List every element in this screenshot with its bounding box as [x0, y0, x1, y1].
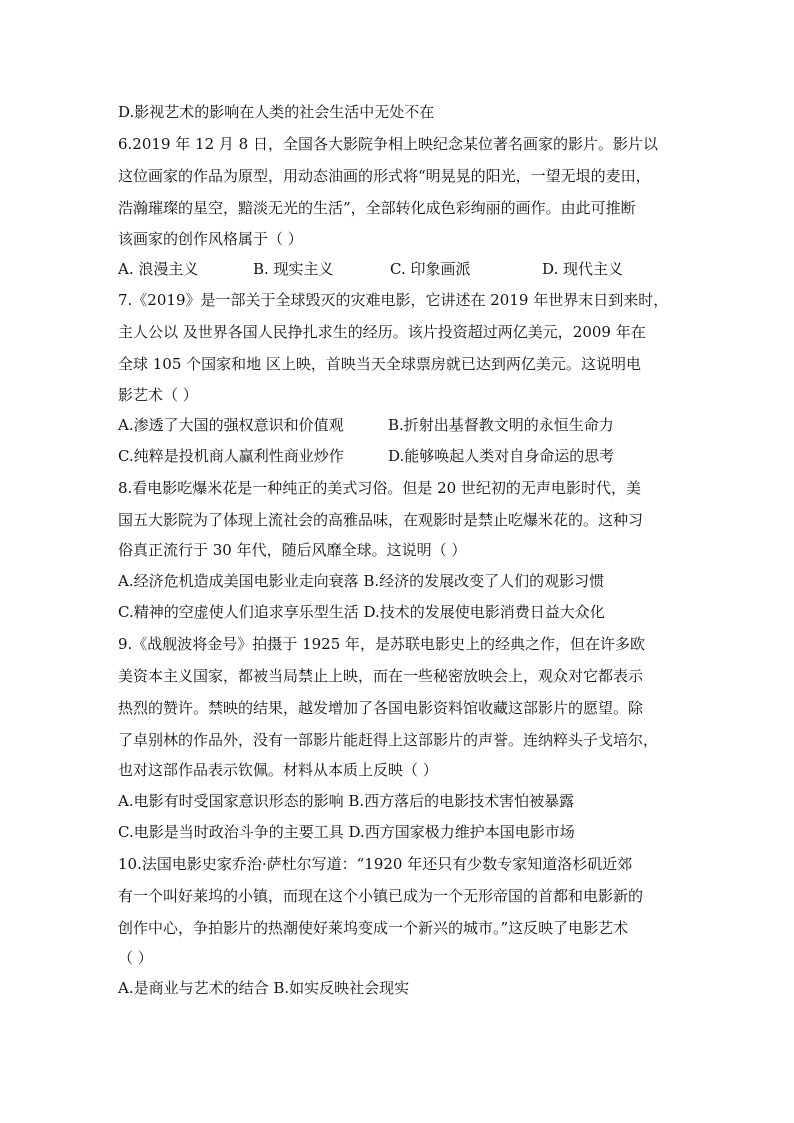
q6-text-line-1: 6.2019 年 12 月 8 日，全国各大影院争相上映纪念某位著名画家的影片。影片以: [118, 135, 658, 153]
q10-text-line-2: 有一个叫好莱坞的小镇，而现在这个小镇已成为一个无形帝国的首都和电影新的: [118, 887, 644, 905]
q6-option-a: A. 浪漫主义: [118, 260, 199, 278]
q8-options-row-1: A.经济危机造成美国电影业走向衰落 B.经济的发展改变了人们的观影习惯: [118, 572, 605, 590]
q7-text-line-2: 主人公以 及世界各国人民挣扎求生的经历。该片投资超过两亿美元，2009 年在: [118, 323, 646, 341]
q9-options-row-2: C.电影是当时政治斗争的主要工具 D.西方国家极力维护本国电影市场: [118, 823, 575, 841]
q9-text-line-2: 美资本主义国家，都被当局禁止上映，而在一些秘密放映会上，观众对它都表示: [118, 667, 644, 685]
q7-text-line-3: 全球 105 个国家和地 区上映，首映当天全球票房就已达到两亿美元。这说明电: [118, 355, 641, 373]
q10-text-line-3: 创作中心，争拍影片的热潮使好莱坞变成一个新兴的城市。”这反映了电影艺术: [118, 919, 629, 937]
q7-option-d: D.能够唤起人类对自身命运的思考: [388, 447, 615, 465]
q6-text-line-2: 这位画家的作品为原型，用动态油画的形式将“明晃晃的阳光，一望无垠的麦田，: [118, 167, 651, 185]
q7-text-line-4: 影艺术（ ）: [118, 386, 198, 404]
q7-text-line-1: 7.《2019》是一部关于全球毁灭的灾难电影，它讲述在 2019 年世界末日到来时，: [118, 291, 669, 309]
q7-option-c: C.纯粹是投机商人赢利性商业炒作: [118, 447, 344, 465]
q10-text-line-4: （ ）: [118, 949, 153, 967]
q10-text-line-1: 10.法国电影史家乔治·萨杜尔写道：“1920 年还只有少数专家知道洛杉矶近郊: [118, 855, 633, 873]
q7-option-b: B.折射出基督教文明的永恒生命力: [388, 416, 614, 434]
q8-text-line-1: 8.看电影吃爆米花是一种纯正的美式习俗。但是 20 世纪初的无声电影时代，美: [118, 479, 641, 497]
q6-text-line-3: 浩瀚璀璨的星空，黯淡无光的生活”，全部转化成色彩绚丽的画作。由此可推断: [118, 199, 636, 217]
q5-option-d: D.影视艺术的影响在人类的社会生活中无处不在: [118, 103, 435, 121]
q8-options-row-2: C.精神的空虚使人们追求享乐型生活 D.技术的发展使电影消费日益大众化: [118, 603, 605, 621]
q9-text-line-5: 也对这部作品表示钦佩。材料从本质上反映（ ）: [118, 761, 438, 779]
q10-options-row-1: A.是商业与艺术的结合 B.如实反映社会现实: [118, 979, 410, 997]
q6-option-b: B. 现实主义: [253, 260, 334, 278]
q9-options-row-1: A.电影有时受国家意识形态的影响 B.西方落后的电影技术害怕被暴露: [118, 792, 575, 810]
q6-text-line-4: 该画家的创作风格属于（ ）: [118, 230, 303, 248]
q9-text-line-4: 了卓别林的作品外，没有一部影片能赶得上这部影片的声誉。连纳粹头子戈培尔，: [118, 731, 659, 749]
q6-option-c: C. 印象画派: [390, 260, 471, 278]
q7-option-a: A.渗透了大国的强权意识和价值观: [118, 416, 344, 434]
q9-text-line-1: 9.《战舰波将金号》拍摄于 1925 年，是苏联电影史上的经典之作，但在许多欧: [118, 635, 646, 653]
q6-option-d: D. 现代主义: [542, 260, 624, 278]
q9-text-line-3: 热烈的赞许。禁映的结果，越发增加了各国电影资料馆收藏这部影片的愿望。除: [118, 699, 644, 717]
q8-text-line-3: 俗真正流行于 30 年代，随后风靡全球。这说明（ ）: [118, 541, 467, 559]
q8-text-line-2: 国五大影院为了体现上流社会的高雅品味，在观影时是禁止吃爆米花的。这种习: [118, 511, 644, 529]
